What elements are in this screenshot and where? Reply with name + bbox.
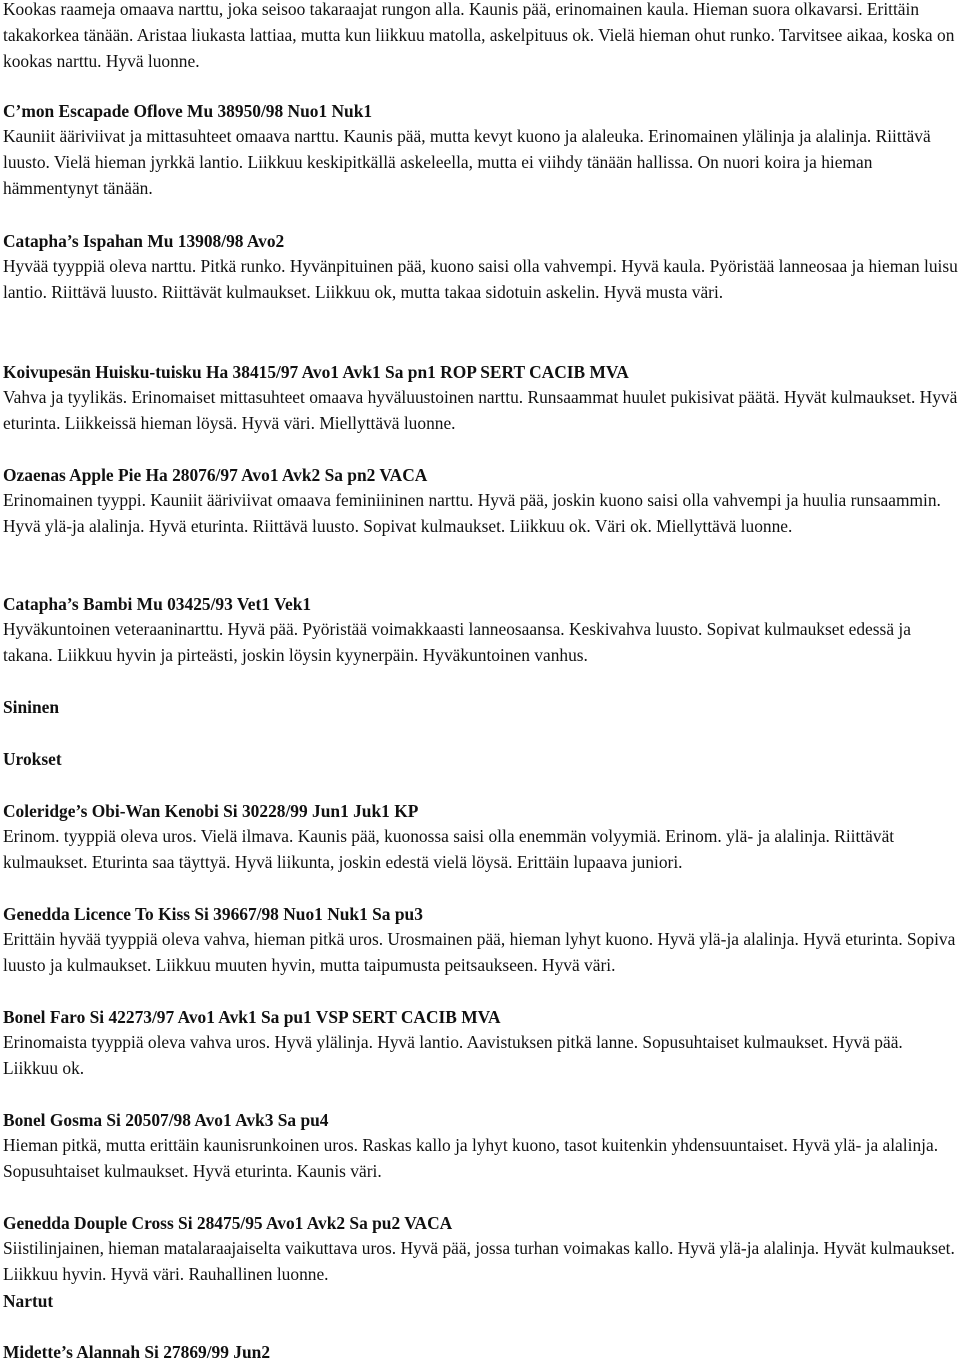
entry-critique: Hieman pitkä, mutta erittäin kaunisrunkoinen uros. Raskas kallo ja lyhyt kuono, tasot kuitenkin yhdensuuntaiset. Hyvä ylä- ja alalinja. Sopusuhtaiset kulmaukset. Hyvä eturinta. Kaunis väri. (3, 1135, 939, 1181)
section-heading-females: Nartut (3, 1291, 54, 1311)
entry-heading: C’mon Escapade Oflove Mu 38950/98 Nuo1 Nuk1 (3, 101, 373, 121)
entry-heading: Catapha’s Ispahan Mu 13908/98 Avo2 (3, 231, 285, 251)
entry-heading: Coleridge’s Obi-Wan Kenobi Si 30228/99 Jun1 Juk1 KP (3, 801, 419, 821)
entry-heading: Ozaenas Apple Pie Ha 28076/97 Avo1 Avk2 Sa pn2 VACA (3, 465, 428, 485)
entry-critique: Siistilinjainen, hieman matalaraajaiselta vaikuttava uros. Hyvä pää, jossa turhan voimakas kallo. Hyvä ylä-ja alalinja. Hyvät kulmaukset. Liikkuu hyvin. Hyvä väri. Rauhallinen luonne. (3, 1238, 955, 1284)
intro-critique: Kookas raameja omaava narttu, joka seisoo takaraajat rungon alla. Kaunis pää, erinomainen kaula. Hieman suora olkavarsi. Erittäin takakorkea tänään. Aristaa liukasta lattiaa, mutta kun liikkuu matolla, askelpituus ok. Vielä hieman ohut runko. Tarvitsee aikaa, koska on kookas narttu. Hyvä luonne. (3, 0, 955, 71)
entry-critique: Hyvää tyyppiä oleva narttu. Pitkä runko. Hyvänpituinen pää, kuono saisi olla vahvempi. Hyvä kaula. Pyöristää lanneosaa ja hieman luisu lantio. Riittävä luusto. Riittävät kulmaukset. Liikkuu ok, mutta takaa sidotuin askelin. Hyvä musta väri. (3, 256, 958, 302)
entry-heading: Bonel Faro Si 42273/97 Avo1 Avk1 Sa pu1 VSP SERT CACIB MVA (3, 1007, 501, 1027)
entry-critique: Erinom. tyyppiä oleva uros. Vielä ilmava. Kaunis pää, kuonossa saisi olla enemmän volyymiä. Erinom. ylä- ja alalinja. Riittävät kulmaukset. Eturinta saa täyttyä. Hyvä liikunta, joskin edestä vielä löysä. Erittäin lupaava juniori. (3, 826, 895, 872)
entry-critique: Erittäin hyvää tyyppiä oleva vahva, hieman pitkä uros. Urosmainen pää, hieman lyhyt kuono. Hyvä ylä-ja alalinja. Hyvä eturinta. Sopiva luusto ja kulmaukset. Liikkuu muuten hyvin, mutta taipumusta peitsaukseen. Hyvä väri. (3, 929, 956, 975)
section-heading-males: Urokset (3, 749, 62, 769)
entry-critique: Erinomainen tyyppi. Kauniit ääriviivat omaava feminiininen narttu. Hyvä pää, joskin kuono saisi olla vahvempi ja huulia runsaammin. Hyvä ylä-ja alalinja. Hyvä eturinta. Riittävä luusto. Sopivat kulmaukset. Liikkuu ok. Väri ok. Miellyttävä luonne. (3, 490, 941, 536)
section-heading-color: Sininen (3, 697, 60, 717)
entry-heading: Catapha’s Bambi Mu 03425/93 Vet1 Vek1 (3, 594, 312, 614)
entry-critique: Erinomaista tyyppiä oleva vahva uros. Hyvä ylälinja. Hyvä lantio. Aavistuksen pitkä lanne. Sopusuhtaiset kulmaukset. Hyvä pää. Liikkuu ok. (3, 1032, 903, 1078)
entry-heading: Midette’s Alannah Si 27869/99 Jun2 (3, 1342, 271, 1362)
entry-heading: Koivupesän Huisku-tuisku Ha 38415/97 Avo1 Avk1 Sa pn1 ROP SERT CACIB MVA (3, 362, 629, 382)
entry-critique: Hyväkuntoinen veteraaninarttu. Hyvä pää. Pyöristää voimakkaasti lanneosaansa. Keskivahva luusto. Sopivat kulmaukset edessä ja takana. Liikkuu hyvin ja pirteästi, joskin löysin kyynerpäin. Hyväkuntoinen vanhus. (3, 619, 911, 665)
entry-critique: Kauniit ääriviivat ja mittasuhteet omaava narttu. Kaunis pää, mutta kevyt kuono ja alaleuka. Erinomainen ylälinja ja alalinja. Riittävä luusto. Vielä hieman jyrkkä lantio. Liikkuu keskipitkällä askeleella, mutta ei viihdy tänään hallissa. On nuori koira ja hieman hämmentynyt tänään. (3, 126, 931, 198)
entry-heading: Bonel Gosma Si 20507/98 Avo1 Avk3 Sa pu4 (3, 1110, 329, 1130)
entry-critique: Vahva ja tyylikäs. Erinomaiset mittasuhteet omaava hyväluustoinen narttu. Runsaammat huulet pukisivat päätä. Hyvät kulmaukset. Hyvä eturinta. Liikkeissä hieman löysä. Hyvä väri. Miellyttävä luonne. (3, 387, 958, 433)
entry-heading: Genedda Licence To Kiss Si 39667/98 Nuo1 Nuk1 Sa pu3 (3, 904, 423, 924)
entry-heading: Genedda Douple Cross Si 28475/95 Avo1 Avk2 Sa pu2 VACA (3, 1213, 453, 1233)
